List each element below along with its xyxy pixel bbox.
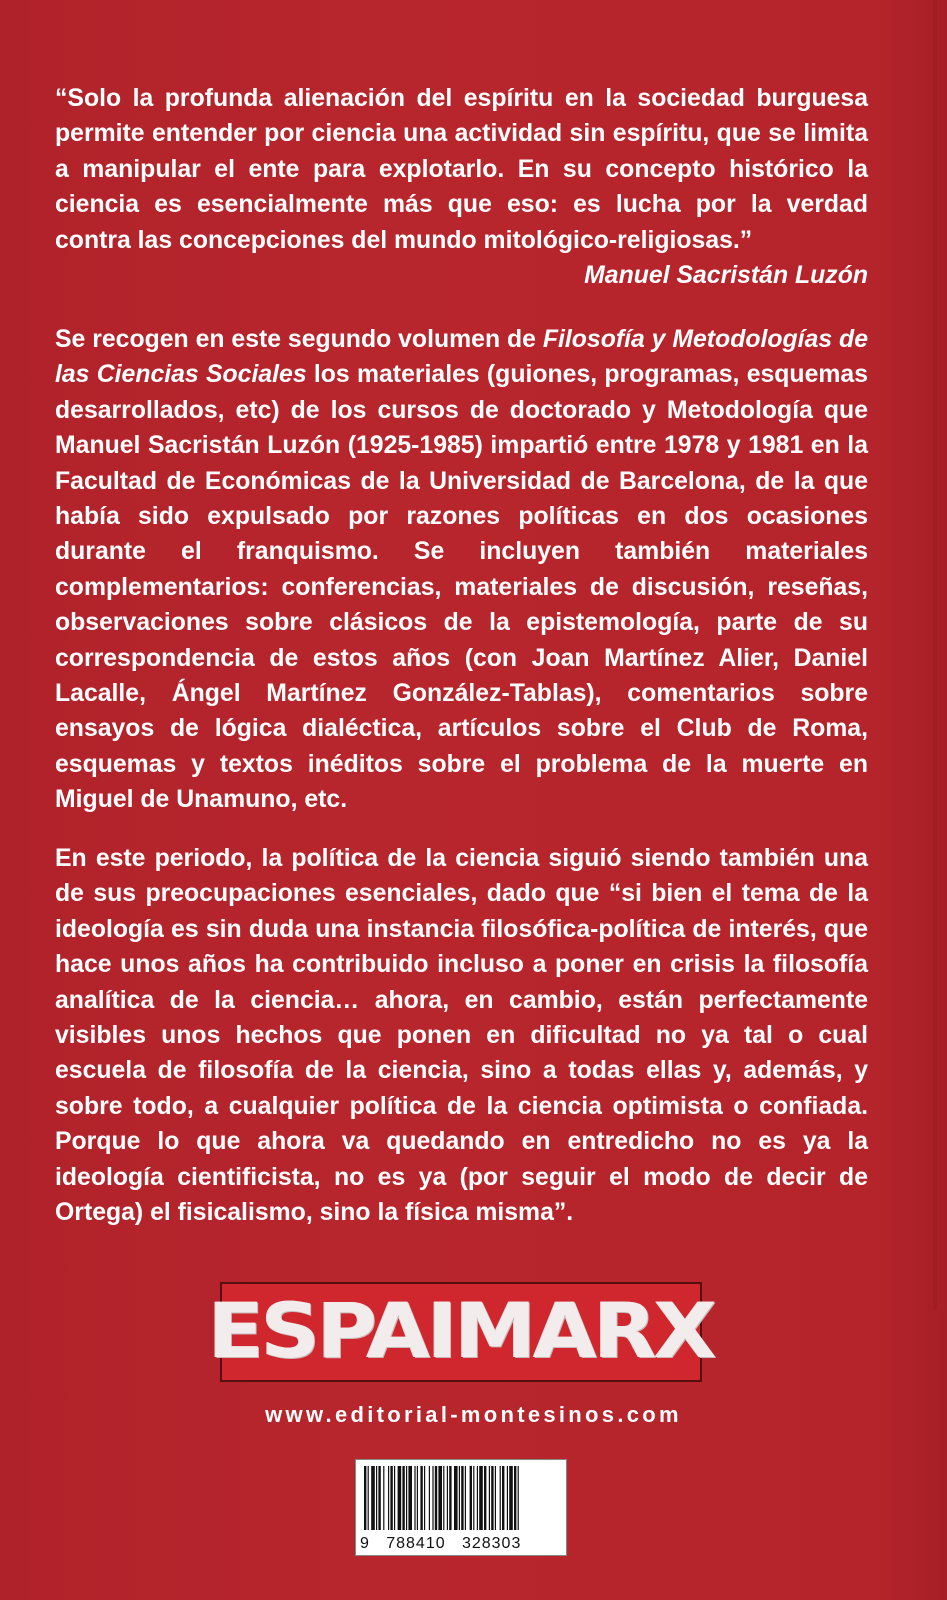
barcode-bar	[432, 1466, 433, 1530]
barcode-bar	[388, 1466, 389, 1530]
description-paragraph	[55, 322, 868, 818]
logo-text: ESPAIMARX	[207, 1287, 715, 1376]
barcode-bar	[406, 1466, 407, 1530]
opening-quote: “Solo la profunda alienación del espíritu en la sociedad burguesa permite entender por ciencia una actividad sin espíritu, que se limita a manipular el ente para explotarlo. En su concepto histórico la ciencia es esencialmente más que eso: es lucha por la verdad contra las concepciones del mundo mitológico-religiosas.”	[55, 85, 868, 254]
barcode-bar	[438, 1466, 442, 1530]
barcode-bar	[514, 1466, 516, 1530]
book-title: Filosofía y Metodologías de las Ciencias Sociales	[55, 326, 868, 389]
barcode-bar	[424, 1466, 425, 1530]
publisher-website[interactable]: www.editorial-montesinos.com	[265, 1402, 682, 1427]
barcode-bar	[449, 1466, 451, 1530]
barcode-bar	[443, 1466, 444, 1530]
barcode-bar	[477, 1466, 478, 1530]
barcode-bar	[502, 1466, 504, 1530]
barcode-bar	[394, 1466, 395, 1530]
espaimarx-logo	[207, 1282, 715, 1382]
barcode-bar	[484, 1466, 486, 1530]
barcode-bar	[429, 1466, 430, 1530]
paragraph-intro: Se recogen en este segundo volumen de	[55, 326, 543, 353]
barcode-bar	[495, 1466, 496, 1530]
quote-author: Manuel Sacristán Luzón	[584, 262, 868, 289]
cover-edge	[933, 0, 937, 1310]
barcode-bar	[383, 1466, 384, 1530]
barcode-bar	[459, 1466, 460, 1530]
barcode-bar	[518, 1466, 519, 1530]
barcode-bar	[371, 1466, 375, 1530]
paragraph-body: los materiales (guiones, programas, esquemas desarrollados, etc) de los cursos de doctorado y Metodología que Manuel Sacristán Luzón (1925-1985) impartió entre 1978 y 1981 en la Facultad de Económicas de la Universidad de Barcelona, de la que había sido expulsado por razones políticas en dos ocasiones durante el franquismo. Se incluyen también materiales complementarios: conferencias, materiales de discusión, reseñas, observaciones sobre clásicos de la epistemología, parte de su correspondencia de estos años (con Joan Martínez Alier, Daniel Lacalle, Ángel Martínez González-Tablas), comentarios sobre ensayos de lógica dialéctica, artículos sobre el Club de Roma, esquemas y textos inéditos sobre el problema de la muerte en Miguel de Unamuno, etc.	[55, 361, 868, 814]
barcode-bar	[447, 1466, 448, 1530]
barcode-bar	[420, 1466, 422, 1530]
barcode-bar	[509, 1466, 513, 1530]
barcode-bar	[368, 1466, 369, 1530]
barcode-bar	[454, 1466, 458, 1530]
barcode-bar	[398, 1466, 402, 1530]
isbn-barcode	[355, 1459, 567, 1556]
barcode-bars	[356, 1460, 566, 1532]
barcode-bar	[417, 1466, 418, 1530]
barcode-bar	[489, 1466, 490, 1530]
barcode-bar	[461, 1466, 463, 1530]
barcode-number: 9 788410 328303	[360, 1535, 522, 1552]
barcode-bar	[414, 1466, 415, 1530]
barcode-bar	[465, 1466, 466, 1530]
barcode-bar	[390, 1466, 392, 1530]
barcode-bar	[408, 1466, 412, 1530]
barcode-bar	[507, 1466, 508, 1530]
barcode-bar	[364, 1466, 366, 1530]
barcode-bar	[470, 1466, 472, 1530]
barcode-bar	[402, 1466, 404, 1530]
science-policy-paragraph: En este periodo, la política de la ciencia siguió siendo también una de sus preocupaciones esenciales, dado que “si bien el tema de la ideología es sin duda una instancia filosófica-política de interés, que hace unos años ha contribuido incluso a poner en crisis la filosofía analítica de la ciencia… ahora, en cambio, están perfectamente visibles unos hechos que ponen en dificultad no ya tal o cual escuela de filosofía de la ciencia, sino a todas ellas y, además, y sobre todo, a cualquier política de la ciencia optimista o confiada. Porque lo que ahora va quedando en entredicho no es ya la ideología cientificista, no es ya (por seguir el modo de decir de Ortega) el fisicalismo, sino la física misma”.	[55, 845, 868, 1227]
barcode-bar	[479, 1466, 483, 1530]
barcode-bar	[378, 1466, 380, 1530]
barcode-bar	[376, 1466, 377, 1530]
barcode-bar	[500, 1466, 501, 1530]
barcode-bar	[473, 1466, 474, 1530]
barcode-bar	[491, 1466, 493, 1530]
barcode-bar	[435, 1466, 437, 1530]
